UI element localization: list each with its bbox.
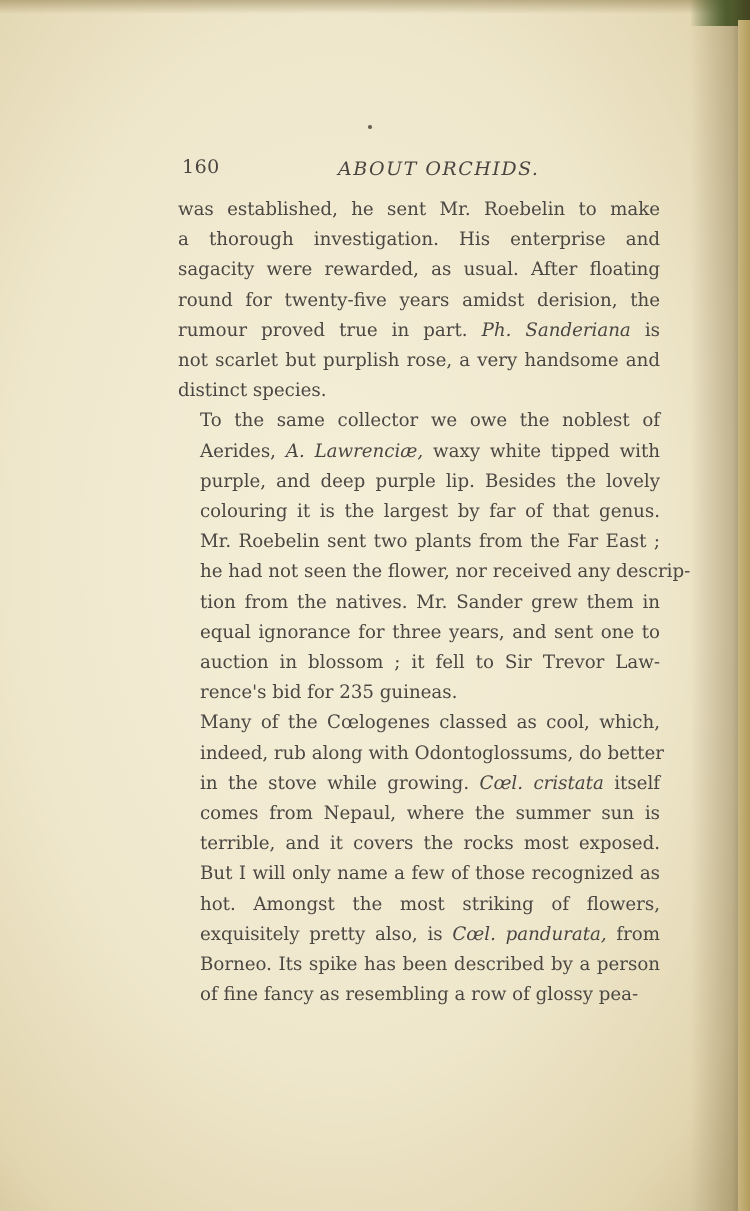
text-line: auction in blossom ; it fell to Sir Trevor Law- [200,652,660,674]
text-line: But I will only name a few of those recognized as [200,863,660,885]
text-run: exquisitely pretty also, is [200,923,453,945]
text-line: tion from the natives. Mr. Sander grew them in [200,591,660,613]
text-line: Mr. Roebelin sent two plants from the Far East ; [200,531,660,553]
text-line [178,920,660,950]
paragraph-3 [178,708,664,1010]
paragraph-1 [178,195,660,406]
text-line [178,769,660,799]
text-line: he had not seen the flower, nor received any descrip- [200,561,691,583]
text-line: distinct species. [178,380,327,402]
text-run: itself [603,772,660,794]
text-line: equal ignorance for three years, and sent one to [200,621,660,643]
text-line: indeed, rub along with Odontoglossums, do better [200,742,664,764]
page-number: 160 [182,156,220,178]
text-run: Aerides, [200,440,286,462]
text-line: comes from Nepaul, where the summer sun is [200,803,660,825]
text-run: from [606,923,661,945]
italic-species-name: Ph. Sanderiana [481,319,631,341]
text-run: rumour proved true in part. [178,319,482,341]
text-run: is [630,319,660,341]
text-line: round for twenty-five years amidst derision, the [178,289,660,311]
text-line: hot. Amongst the most striking of flowers, [200,893,660,915]
body-text [178,195,691,1010]
text-line: Many of the Cœlogenes classed as cool, which, [200,712,660,734]
page-top-edge [0,0,750,14]
text-run: in the stove while growing. [200,772,480,794]
text-line: Borneo. Its spike has been described by a person [200,954,660,976]
text-line: sagacity were rewarded, as usual. After floating [178,259,660,281]
italic-species-name: A. Lawrenciæ, [285,440,424,462]
text-line: rence's bid for 235 guineas. [200,682,458,704]
text-run: waxy white tipped with [423,440,660,462]
paper-speck [368,125,372,129]
italic-species-name: Cœl. pandurata, [452,923,607,945]
book-spine-edge [738,20,750,1211]
text-line: terrible, and it covers the rocks most exposed. [200,833,660,855]
running-head: ABOUT ORCHIDS. [338,158,540,180]
paragraph-2 [178,406,691,708]
italic-species-name: Cœl. cristata [479,772,604,794]
text-line: of fine fancy as resembling a row of glossy pea- [200,984,639,1006]
text-line: To the same collector we owe the noblest of [200,410,660,432]
text-line: was established, he sent Mr. Roebelin to make [178,199,660,220]
text-line: purple, and deep purple lip. Besides the lovely [200,470,660,492]
text-line [178,437,660,467]
text-line: colouring it is the largest by far of that genus. [200,501,660,523]
text-line: not scarlet but purplish rose, a very handsome and [178,350,660,372]
text-line: a thorough investigation. His enterprise and [178,229,660,251]
page-header [182,150,662,190]
text-line [178,316,660,346]
